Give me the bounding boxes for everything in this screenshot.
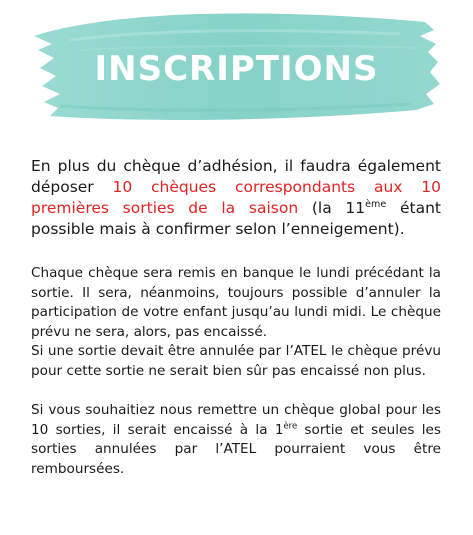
- global-cheque-paragraph: [31, 401, 441, 479]
- superscript-ere: ère: [283, 419, 298, 430]
- intro-text-mid: (la 11: [298, 199, 366, 217]
- cancellation-text: Si une sortie devait être annulée par l’ATEL le chèque prévu pour cette sortie ne serait bien sûr pas encaissé non plus.: [31, 343, 441, 379]
- main-content: [31, 156, 441, 479]
- superscript-eme: ème: [365, 198, 387, 210]
- title-banner: [0, 0, 473, 140]
- cheque-deposit-text: Chaque chèque sera remis en banque le lundi précédant la sortie. Il sera, néanmoins, toujours possible d’annuler la participation de votre enfant jusqu’au lundi midi. Le chèque prévu ne sera, alors, pas encaissé.: [31, 265, 441, 340]
- global-cheque-text-end: sortie et seules les sorties annulées par l’ATEL pourraient vous être remboursées.: [31, 421, 441, 477]
- intro-text-end: étant possible mais à confirmer selon l’enneigement).: [31, 199, 441, 238]
- page-title: INSCRIPTIONS: [94, 49, 379, 89]
- cheque-deposit-paragraph: [31, 264, 441, 381]
- highlighted-requirement: 10 chèques correspondants aux 10 premières sorties de la saison: [31, 178, 441, 217]
- intro-text-start: En plus du chèque d’adhésion, il faudra également déposer: [31, 157, 441, 196]
- intro-paragraph: [31, 156, 441, 240]
- global-cheque-text-start: Si vous souhaitiez nous remettre un chèque global pour les 10 sorties, il serait encaissé à la 1: [31, 402, 441, 438]
